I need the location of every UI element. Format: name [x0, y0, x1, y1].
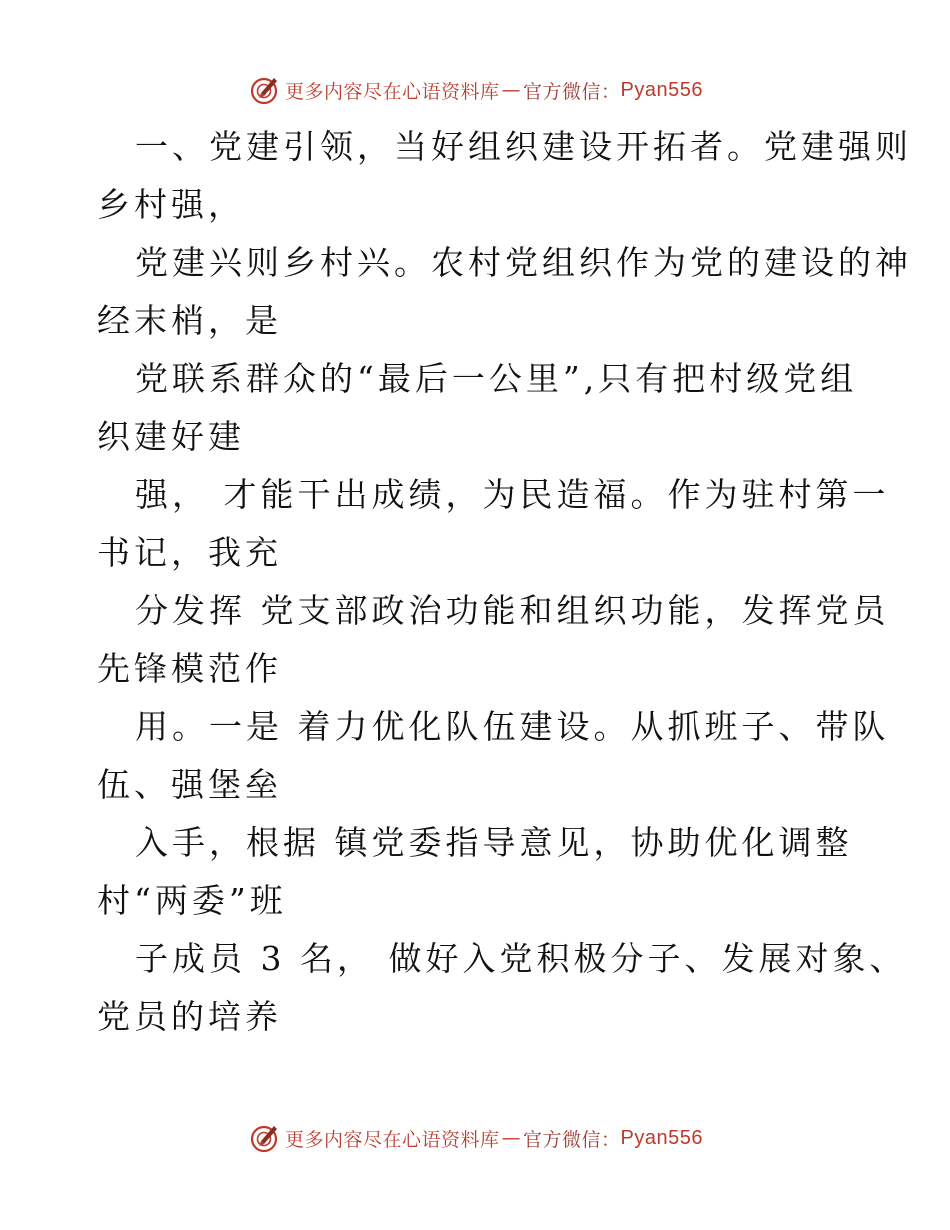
paragraph [97, 582, 890, 698]
paragraph [97, 698, 890, 814]
wechat-account: Pyan556 [620, 1126, 703, 1149]
promo-text: 更多内容尽在心语资料库 [285, 1128, 500, 1151]
paragraph-line-wrap: 先锋模范作 [97, 649, 282, 688]
paragraph-line: 党联系群众的“最后一公里”,只有把村级党组 [135, 359, 858, 398]
document-body [97, 118, 912, 1046]
pen-nib-logo-icon [247, 73, 281, 107]
paragraph [97, 234, 912, 350]
paragraph [97, 814, 867, 930]
paragraph-line: 一、党建引领，当好组织建设开拓者。党建强则 [135, 127, 912, 166]
paragraph-line-wrap: 党员的培养 [97, 997, 282, 1036]
paragraph-line: 强， 才能干出成绩，为民造福。作为驻村第一 [135, 475, 890, 514]
paragraph-line-wrap: 村“两委”班 [97, 881, 287, 920]
paragraph-line-wrap: 经末梢，是 [97, 301, 282, 340]
paragraph-line: 子成员 3 名， 做好入党积极分子、发展对象、 [135, 939, 907, 978]
footer-banner [0, 1118, 950, 1158]
wechat-label: 官方微信： [523, 80, 621, 103]
paragraph [97, 350, 867, 466]
paragraph-line: 分发挥 党支部政治功能和组织功能，发挥党员 [135, 591, 890, 630]
paragraph [97, 118, 912, 234]
paragraph [97, 466, 890, 582]
paragraph-line-wrap: 织建好建 [97, 417, 245, 456]
paragraph-line-wrap: 书记，我充 [97, 533, 282, 572]
paragraph-line-wrap: 乡村强， [97, 185, 245, 224]
paragraph-line: 用。一是 着力优化队伍建设。从抓班子、带队 [135, 707, 890, 746]
paragraph [97, 930, 907, 1046]
header-banner [0, 70, 950, 110]
separator-dash: — [501, 1127, 522, 1149]
separator-dash: — [501, 79, 522, 101]
wechat-label: 官方微信： [523, 1128, 621, 1151]
promo-text: 更多内容尽在心语资料库 [285, 80, 500, 103]
paragraph-line: 党建兴则乡村兴。农村党组织作为党的建设的神 [135, 243, 912, 282]
paragraph-line-wrap: 伍、强堡垒 [97, 765, 282, 804]
wechat-account: Pyan556 [620, 78, 703, 101]
pen-nib-logo-icon [247, 1121, 281, 1155]
paragraph-line: 入手，根据 镇党委指导意见，协助优化调整 [135, 823, 853, 862]
